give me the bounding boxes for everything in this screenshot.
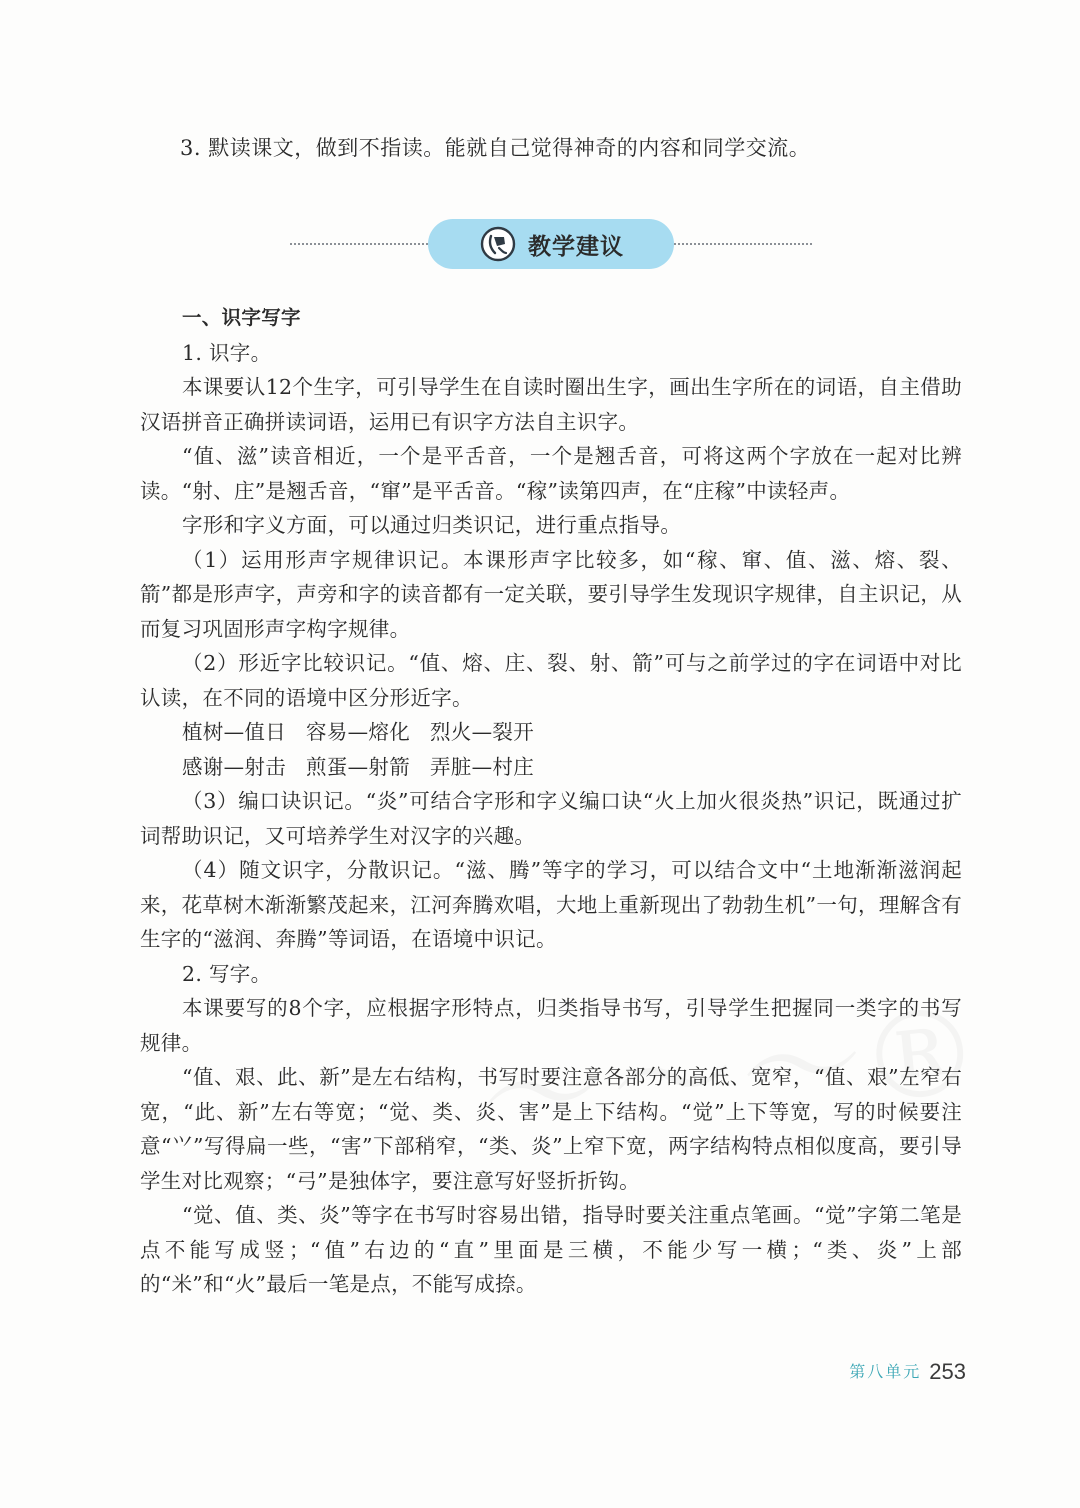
section-title: 教学建议 (528, 234, 624, 260)
banner-pill (428, 219, 674, 269)
section-banner (290, 219, 812, 269)
word-pair: 煎蛋—射箭 (306, 754, 410, 779)
dotted-divider-left (290, 243, 428, 245)
paragraph: “觉、值、类、炎”等字在书写时容易出错，指导时要关注重点笔画。“觉”字第二笔是点不能写成竖；“值”右边的“直”里面是三横，不能少写一横；“类、炎”上部的“米”和“火”最后一笔是点，不能写成捺。 (140, 1203, 962, 1296)
heading-literacy-writing: 一、识字写字 (182, 306, 301, 329)
main-content (140, 301, 962, 1302)
word-pair-row (140, 715, 962, 750)
subheading-writing: 2. 写字。 (182, 961, 272, 986)
paragraph: “值、滋”读音相近，一个是平舌音，一个是翘舌音，可将这两个字放在一起对比辨读。“射、庄”是翘舌音，“窜”是平舌音。“稼”读第四声，在“庄稼”中读轻声。 (140, 444, 962, 503)
paragraph: （2）形近字比较识记。“值、熔、庄、裂、射、箭”可与之前学过的字在词语中对比认读，在不同的语境中区分形近字。 (140, 651, 962, 710)
subheading-literacy: 1. 识字。 (182, 340, 272, 365)
teaching-suggestion-icon (480, 226, 516, 262)
page-footer (849, 1359, 966, 1385)
word-pair-row (140, 750, 962, 785)
unit-label: 第八单元 (849, 1362, 922, 1381)
dotted-divider-right (674, 243, 812, 245)
word-pair: 植树—值日 (182, 720, 286, 744)
paragraph: （4）随文识字，分散识记。“滋、腾”等字的学习，可以结合文中“土地渐渐滋润起来，花草树木渐渐繁茂起来，江河奔腾欢唱，大地上重新现出了勃勃生机”一句，理解含有生字的“滋润、奔腾”等词语，在语境中识记。 (140, 858, 962, 951)
paragraph: “值、艰、此、新”是左右结构，书写时要注意各部分的高低、宽窄，“值、艰”左窄右宽，“此、新”左右等宽；“觉、类、炎、害”是上下结构。“觉”上下等宽，写的时候要注意“⺍”写得扁一些，“害”下部稍窄，“类、炎”上窄下宽，两字结构特点相似度高，要引导学生对比观察；“弓”是独体字，要注意写好竖折折钩。 (140, 1065, 962, 1193)
paragraph: 本课要写的8个字，应根据字形特点，归类指导书写，引导学生把握同一类字的书写规律。 (140, 996, 962, 1055)
word-pair: 弄脏—村庄 (430, 754, 534, 779)
paragraph: （3）编口诀识记。“炎”可结合字形和字义编口诀“火上加火很炎热”识记，既通过扩词帮助识记，又可培养学生对汉字的兴趣。 (140, 789, 962, 848)
word-pair: 感谢—射击 (182, 754, 286, 779)
paragraph: 本课要认12个生字，可引导学生在自读时圈出生字，画出生字所在的词语，自主借助汉语拼音正确拼读词语，运用已有识字方法自主识字。 (140, 375, 962, 434)
paragraph: 字形和字义方面，可以通过归类识记，进行重点指导。 (182, 513, 682, 537)
learning-goal-item-3: 3. 默读课文，做到不指读。能就自己觉得神奇的内容和同学交流。 (180, 136, 811, 160)
paragraph: （1）运用形声字规律识记。本课形声字比较多，如“稼、窜、值、滋、熔、裂、箭”都是形声字，声旁和字的读音都有一定关联，要引导学生发现识字规律，自主识记，从而复习巩固形声字构字规律。 (140, 547, 962, 641)
page-number: 253 (929, 1359, 966, 1384)
word-pair: 容易—熔化 (306, 720, 410, 744)
word-pair: 烈火—裂开 (430, 720, 534, 744)
